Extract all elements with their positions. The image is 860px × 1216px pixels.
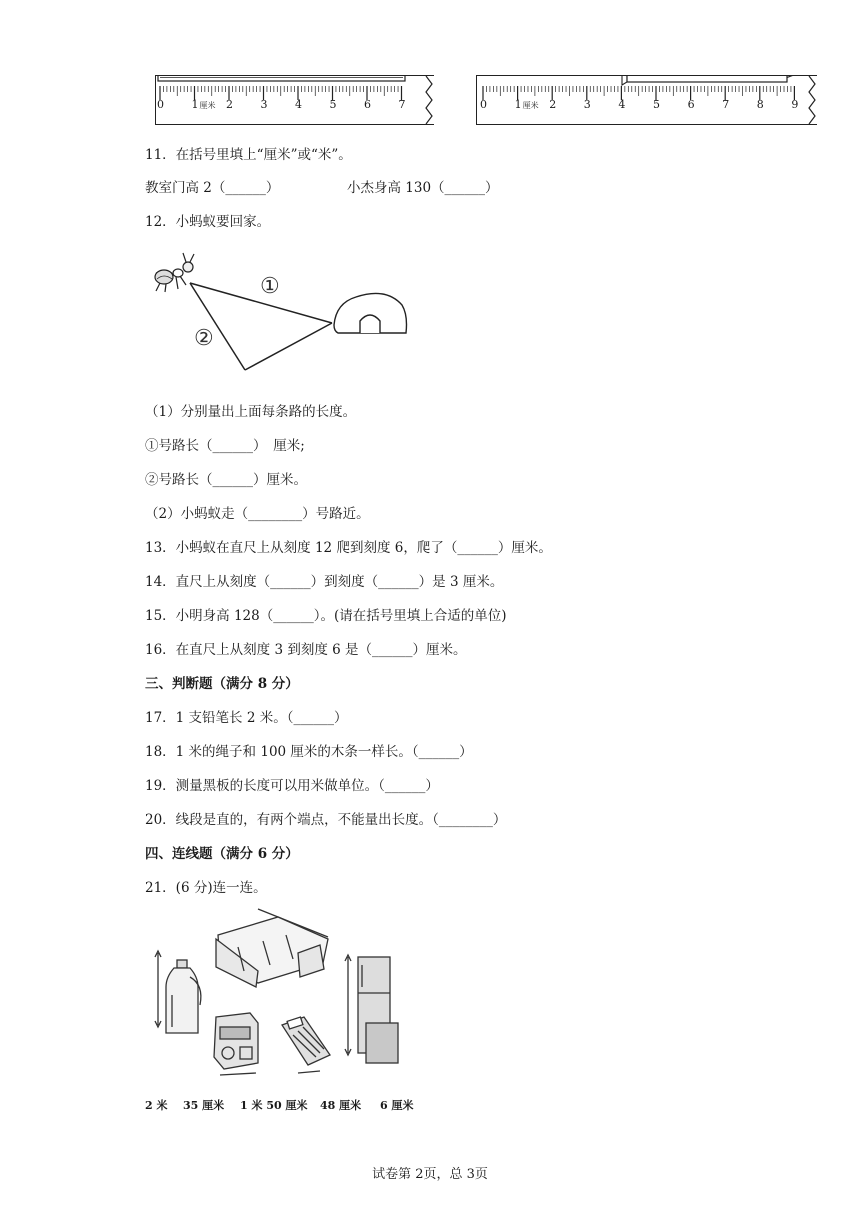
question-20: 20．线段是直的，有两个端点，不能量出长度。（________） <box>145 812 507 828</box>
question-12-part2: （2）小蚂蚁走（________）号路近。 <box>145 506 370 522</box>
ant-home-icon <box>334 293 407 333</box>
ruler-tick-label: 1 <box>514 98 522 111</box>
section-4-heading: 四、连线题（满分 6 分） <box>145 846 299 862</box>
question-19: 19．测量黑板的长度可以用米做单位。（______） <box>145 778 439 794</box>
ruler-tick-label: 8 <box>756 98 764 111</box>
ruler-tick-label: 1 <box>191 98 199 111</box>
question-21: 21．(6 分)连一连。 <box>145 880 267 896</box>
match-label-2: 35 厘米 <box>183 1099 225 1112</box>
question-14: 14．直尺上从刻度（______）到刻度（______）是 3 厘米。 <box>145 574 504 590</box>
refrigerator-icon <box>345 955 398 1063</box>
ruler-tick-label: 2 <box>549 98 557 111</box>
question-11-b: 小杰身高 130（______） <box>347 180 499 196</box>
route-2-label: ② <box>194 326 214 351</box>
ruler-tick-label: 5 <box>329 98 337 111</box>
question-15: 15．小明身高 128（______）。(请在括号里填上合适的单位) <box>145 608 507 624</box>
ant-route-figure <box>150 245 420 375</box>
match-label-4: 48 厘米 <box>320 1099 362 1112</box>
question-13: 13．小蚂蚁在直尺上从刻度 12 爬到刻度 6，爬了（______）厘米。 <box>145 540 552 556</box>
ruler-unit-label: 厘米 <box>199 101 216 110</box>
route-1-label: ① <box>260 274 280 299</box>
radio-icon <box>214 1013 258 1075</box>
page-footer: 试卷第 2页，总 3页 <box>372 1167 488 1182</box>
match-label-5: 6 厘米 <box>380 1099 414 1112</box>
matching-objects-figure <box>148 905 418 1085</box>
ruler-tick-label: 9 <box>791 98 799 111</box>
bottle-icon <box>155 951 201 1033</box>
section-3-heading: 三、判断题（满分 8 分） <box>145 676 299 692</box>
ruler-tick-label: 7 <box>722 98 730 111</box>
ruler-tick-label: 2 <box>226 98 233 111</box>
ant-icon <box>155 253 194 292</box>
question-16: 16．在直尺上从刻度 3 到刻度 6 是（______）厘米。 <box>145 642 467 658</box>
ruler-tick-label: 0 <box>157 98 164 111</box>
question-11: 11．在括号里填上“厘米”或“米”。 <box>145 147 352 163</box>
sofa-icon <box>216 909 328 987</box>
ruler-tick-label: 6 <box>364 98 371 111</box>
ruler-tick-label: 3 <box>260 98 268 111</box>
route-2-line-b <box>245 323 332 370</box>
ruler-tick-label: 3 <box>583 98 591 111</box>
question-11-a: 教室门高 2（______） <box>145 180 280 196</box>
ruler-1 <box>155 75 434 125</box>
question-17: 17．1 支铅笔长 2 米。（______） <box>145 710 348 726</box>
question-12-part1-a: ①号路长（______） 厘米; <box>145 438 305 454</box>
ruler-tick-label: 7 <box>398 98 406 111</box>
calculator-icon <box>282 1017 330 1073</box>
question-18: 18．1 米的绳子和 100 厘米的木条一样长。（______） <box>145 744 473 760</box>
pen-tip <box>622 76 627 85</box>
ruler-tick-label: 4 <box>295 98 302 111</box>
ruler-tick-label: 0 <box>480 98 487 111</box>
pen-object <box>627 76 787 82</box>
ruler-tick-label: 4 <box>618 98 626 111</box>
question-12-part1: （1）分别量出上面每条路的长度。 <box>145 404 357 420</box>
ruler-2 <box>476 75 817 125</box>
pencil-object <box>158 76 405 81</box>
ruler-tick-label: 5 <box>653 98 660 111</box>
question-12: 12．小蚂蚁要回家。 <box>145 214 271 230</box>
question-12-part1-b: ②号路长（______）厘米。 <box>145 472 307 488</box>
match-label-3: 1 米 50 厘米 <box>240 1099 308 1112</box>
ruler-unit-label: 厘米 <box>522 101 539 110</box>
ruler-tick-label: 6 <box>687 98 695 111</box>
match-label-1: 2 米 <box>145 1099 168 1112</box>
